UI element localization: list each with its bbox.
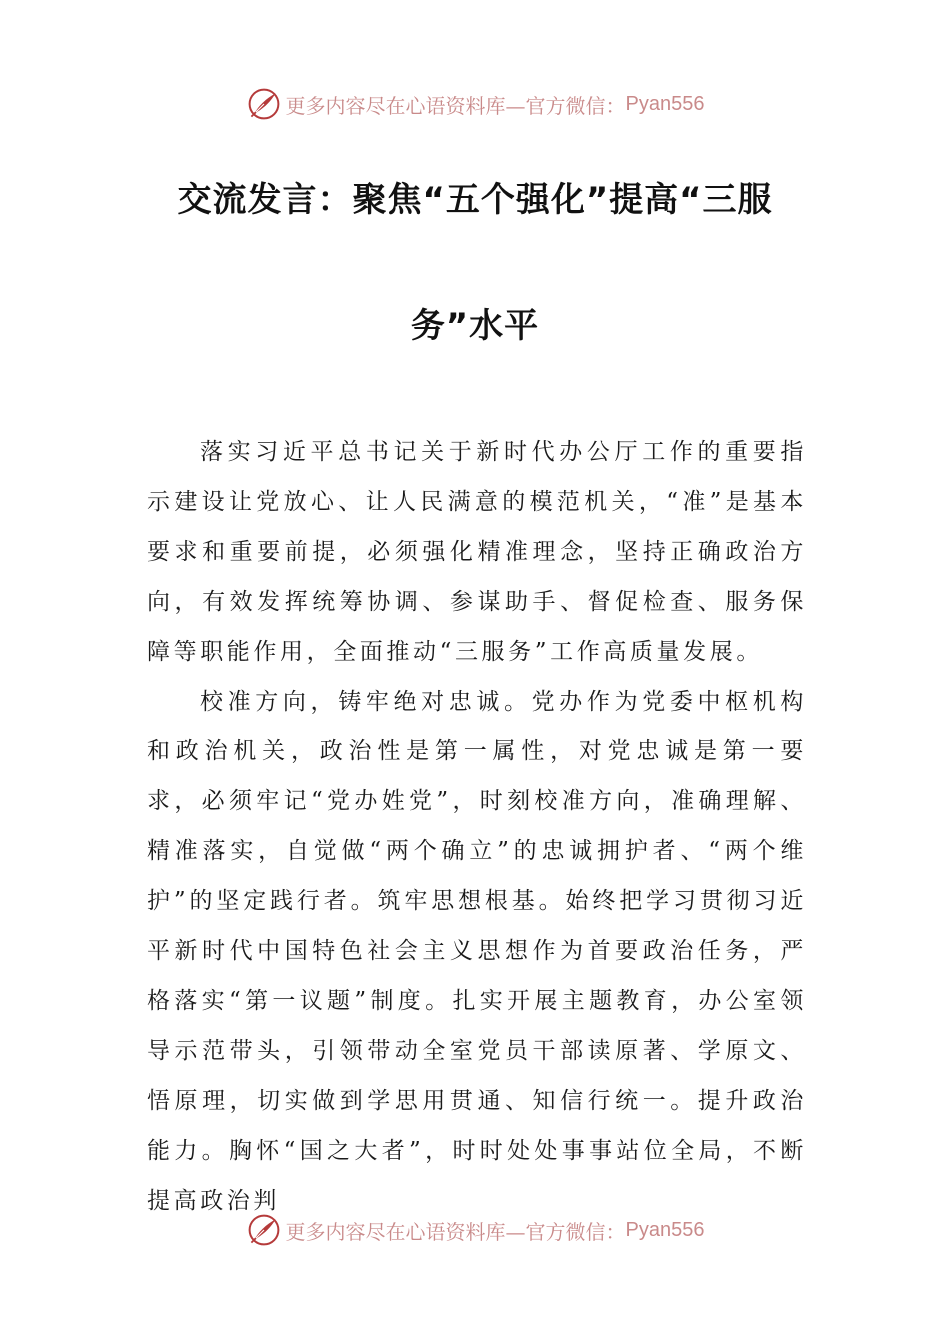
watermark-text: 更多内容尽在心语资料库—官方微信： — [285, 93, 626, 118]
document-body — [147, 428, 807, 1227]
watermark-text: 更多内容尽在心语资料库—官方微信： — [285, 1219, 626, 1244]
paragraph-2: 校准方向，铸牢绝对忠诚。党办作为党委中枢机构和政治机关，政治性是第一属性，对党忠诚是第一要求，必须牢记“党办姓党”，时刻校准方向，准确理解、精准落实，自觉做“两个确立”的忠诚拥护者、“两个维护”的坚定践行者。筑牢思想根基。始终把学习贯彻习近平新时代中国特色社会主义思想作为首要政治任务，严格落实“第一议题”制度。扎实开展主题教育，办公室领导示范带头，引领带动全室党员干部读原著、学原文、悟原理，切实做到学思用贯通、知信行统一。提升政治能力。胸怀“国之大者”，时时处处事事站位全局，不断提高政治判 — [147, 688, 807, 1214]
footer-watermark — [0, 1210, 950, 1250]
watermark-account: Pyan556 — [625, 1218, 705, 1241]
watermark-account: Pyan556 — [625, 92, 705, 115]
feather-pen-logo-icon — [246, 1212, 282, 1248]
document-title-line2: 务”水平 — [410, 306, 540, 346]
feather-pen-logo-icon — [246, 86, 282, 122]
paragraph-1: 落实习近平总书记关于新时代办公厅工作的重要指示建设让党放心、让人民满意的模范机关，“准”是基本要求和重要前提，必须强化精准理念，坚持正确政治方向，有效发挥统筹协调、参谋助手、督促检查、服务保障等职能作用，全面推动“三服务”工作高质量发展。 — [147, 439, 807, 665]
document-title-line1: 交流发言：聚焦“五个强化”提高“三服 — [177, 180, 773, 220]
header-watermark — [0, 84, 950, 124]
